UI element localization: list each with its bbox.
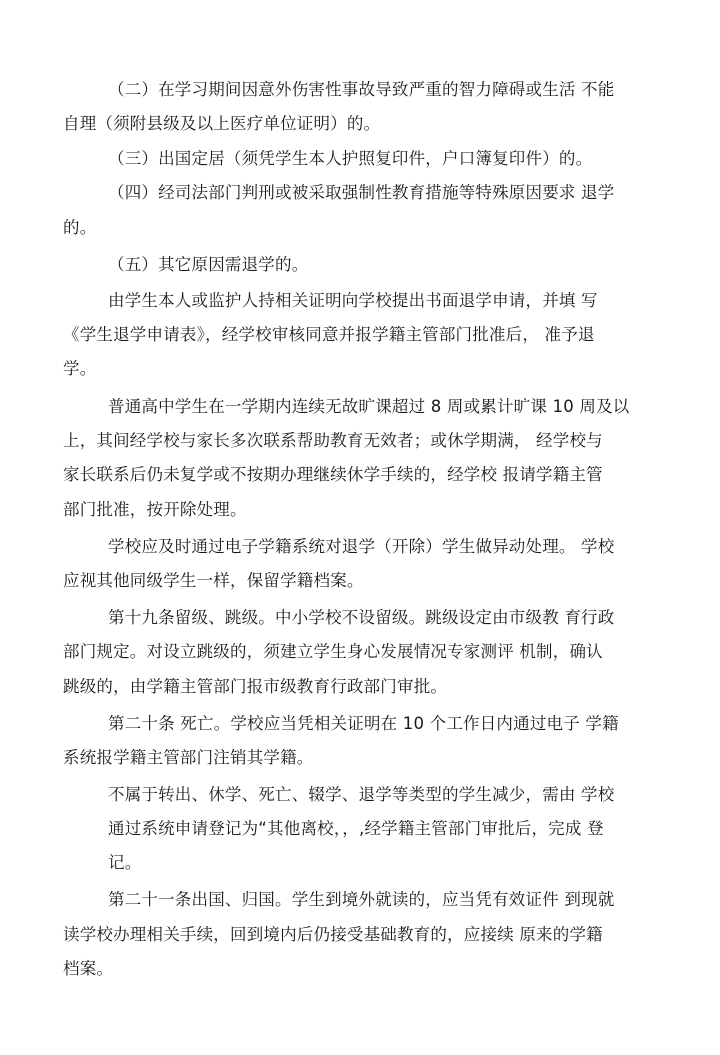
text-line-24: 第二十一条出国、归国。学生到境外就读的，应当凭有效证件 到现就 — [108, 890, 615, 909]
text-line-14: 学校应及时通过电子学籍系统对退学（开除）学生做异动处理。 学校 — [108, 537, 615, 556]
text-line-10: 普通高中学生在一学期内连续无故旷课超过 8 周或累计旷课 10 周及以 — [108, 397, 630, 416]
text-line-7: 由学生本人或监护人持相关证明向学校提出书面退学申请，并填 写 — [108, 291, 598, 310]
text-line-1: （二）在学习期间因意外伤害性事故导致严重的智力障碍或生活 不能 — [108, 80, 615, 99]
text-line-26: 档案。 — [63, 959, 114, 978]
text-line-13: 部门批准，按开除处理。 — [63, 500, 247, 519]
text-line-19: 第二十条 死亡。学校应当凭相关证明在 10 个工作日内通过电子 学籍 — [108, 714, 619, 733]
text-line-15: 应视其他同级学生一样，保留学籍档案。 — [63, 571, 364, 590]
text-line-25: 读学校办理相关手续，回到境内后仍接受基础教育的，应接续 原来的学籍 — [63, 925, 603, 944]
text-line-17: 部门规定。对设立跳级的，须建立学生身心发展情况专家测评 机制，确认 — [63, 642, 603, 661]
text-line-4: （四）经司法部门判刑或被采取强制性教育措施等特殊原因要求 退学 — [108, 183, 615, 202]
text-line-9: 学。 — [63, 359, 97, 378]
text-line-6: （五）其它原因需退学的。 — [108, 255, 309, 274]
text-line-16: 第十九条留级、跳级。中小学校不设留级。跳级设定由市级教 育行政 — [108, 608, 615, 627]
text-line-22: 通过系统申请登记为“其他离校，，,经学籍主管部门审批后，完成 登 — [108, 819, 604, 838]
text-line-21: 不属于转出、休学、死亡、辍学、退学等类型的学生减少，需由 学校 — [108, 785, 615, 804]
text-line-5: 的。 — [63, 218, 97, 237]
text-line-11: 上，其间经学校与家长多次联系帮助教育无效者；或休学期满， 经学校与 — [63, 431, 603, 450]
text-line-8: 《学生退学申请表》，经学校审核同意并报学籍主管部门批准后， 准予退 — [63, 325, 595, 344]
text-line-18: 跳级的，由学籍主管部门报市级教育行政部门审批。 — [63, 677, 448, 696]
text-line-2: 自理（须附县级及以上医疗单位证明）的。 — [63, 114, 381, 133]
text-line-20: 系统报学籍主管部门注销其学籍。 — [63, 748, 314, 767]
text-line-3: （三）出国定居（须凭学生本人护照复印件，户口簿复印件）的。 — [108, 149, 593, 168]
text-line-23: 记。 — [108, 853, 142, 872]
text-line-12: 家长联系后仍未复学或不按期办理继续休学手续的，经学校 报请学籍主管 — [63, 465, 603, 484]
